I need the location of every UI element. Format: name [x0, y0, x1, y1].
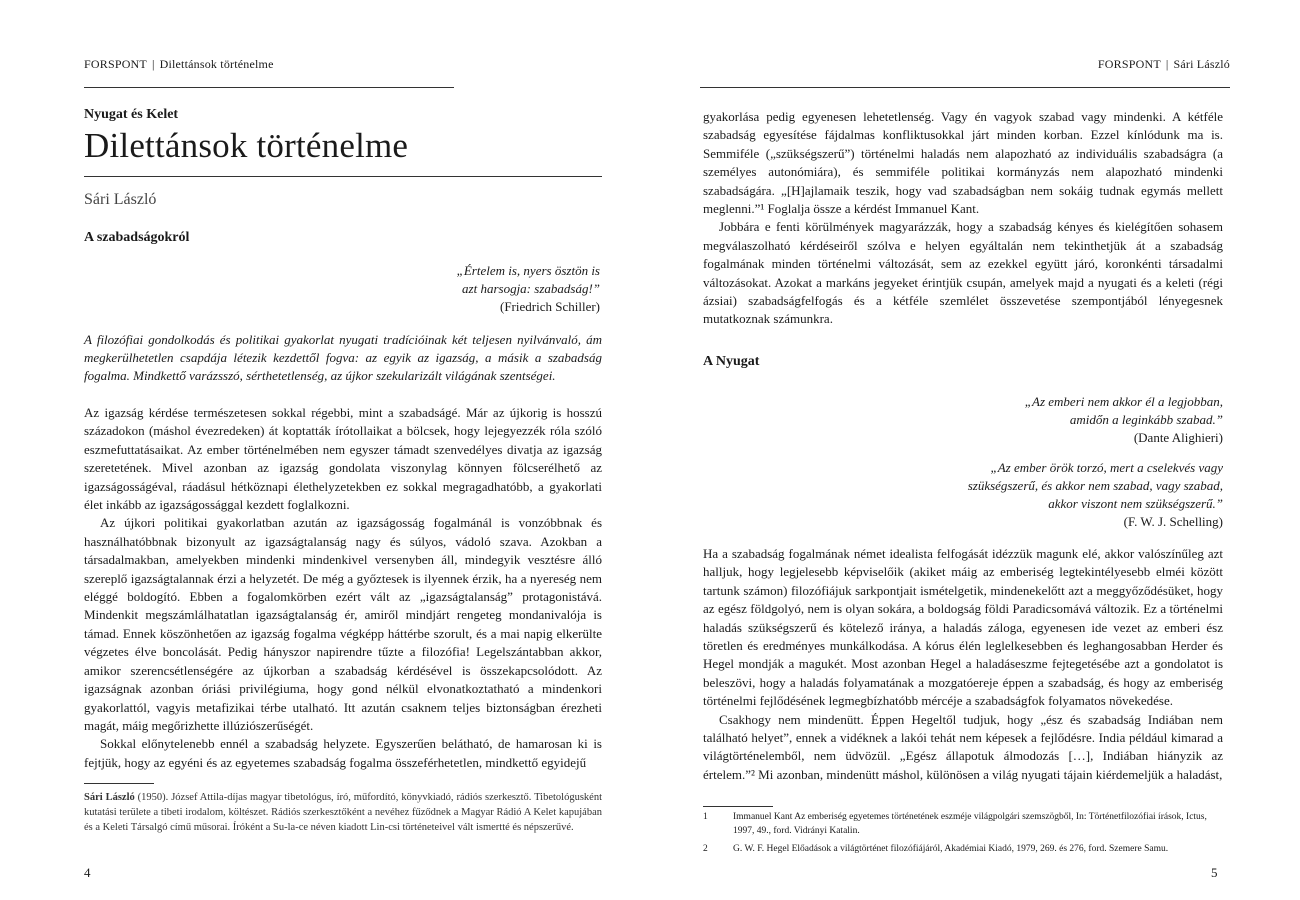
epigraph-quote-line: amidőn a leginkább szabad.” [1069, 412, 1223, 427]
subheading-szabadsagokrol: A szabadságokról [84, 230, 190, 245]
body-paragraph: gyakorlása pedig egyenesen lehetetlenség. Vagy én vagyok szabad vagy mindenki. A kétféle szabadság egyesítése fájdalmas konfliktusokkal járt minden korban. Ezzel kínlódunk ma is. Semmiféle („szükségszerű”) történelmi haladás nem alapozható az individuális szabadságra (a személyes autonómiára), és semmiféle politikai kormányzás nem alapozható mindenki szabadságára. „[H]ajlamaik teszik, hogy vad szabadságban nem sokáig tudnak egymás mellett meglenni.”¹ Foglalja össze a kérdést Immanuel Kant. [703, 109, 1223, 217]
article-title: Dilettánsok történelme [84, 126, 409, 165]
header-rule [84, 87, 454, 88]
epigraph-dante [903, 393, 1223, 447]
footnote [703, 842, 1223, 856]
body-paragraph: Jobbára e fenti körülmények magyarázzák, hogy a szabadság kényes és kielégítően sohasem megválaszolható kérdéseiről szólva e helyen egyáltalán nem tekinthetjük át a szabadság fogalmának minden történelmi változását, sem az ezekkel együtt járó, koronkénti társadalmi változásokat. Azokat a markáns jegyeket érintjük csupán, amelyek majd a nyugati és a keleti (régi ázsiai) szabadságfelfogás és a kétféle szemlélet összevetése szempontjából lényegesnek mutatkoznak számunkra. [703, 219, 1223, 327]
epigraph-attribution: (Friedrich Schiller) [500, 299, 600, 314]
epigraph-attribution: (F. W. J. Schelling) [1123, 514, 1223, 529]
journal-name: FORSPONT [84, 57, 147, 71]
author-bio [84, 790, 602, 835]
footnote [703, 810, 1223, 838]
epigraph-quote-line: akkor viszont nem szükségszerű.” [1048, 496, 1223, 511]
header-subtitle: Sári László [1173, 57, 1230, 71]
page-number-right: 5 [1211, 865, 1218, 880]
epigraph-quote-line: „Értelem is, nyers ösztön is [456, 263, 600, 278]
epigraph-quote-line: azt harsogja: szabadság!” [462, 281, 600, 296]
section-label: Nyugat és Kelet [84, 107, 179, 122]
intro-paragraph: A filozófiai gondolkodás és politikai gyakorlat nyugati tradícióinak két teljesen nyilvánvaló, ám megkerülhetetlen csapdája létezik kezdettől fogva: az egyik az igazság, a másik a szabadság fogalma. Mindkettő varázsszó, sérthetetlenség, az újkor szekularizált világának szentségei. [84, 332, 602, 383]
author-name: Sári László [84, 191, 157, 208]
running-header-left [84, 57, 274, 72]
epigraph-schiller [300, 262, 600, 316]
epigraph-quote-line: „Az emberi nem akkor él a legjobban, [1024, 394, 1223, 409]
epigraph-attribution: (Dante Alighieri) [1133, 430, 1223, 445]
footnote-rule [84, 783, 154, 784]
epigraph-schelling [903, 459, 1223, 531]
epigraph-quote-line: szükségszerű, és akkor nem szabad, vagy szabad, [967, 478, 1223, 493]
right-body-text [703, 545, 1223, 784]
footnote-text: G. W. F. Hegel Előadások a világtörténet filozófiájáról, Akadémiai Kiadó, 1979, 269. és 276, ford. Szemere Samu. [733, 844, 1169, 854]
body-paragraph: Az igazság kérdése természetesen sokkal régebbi, mint a szabadságé. Már az újkorig is hosszú századokon (máshol évezredeken) át koptatták írótollaikat a bölcsek, hogy lejegyezzék róla szóló eszmefuttatásaikat. Az ember történelmében nem egyszer támadt szenvedélyes divatja az igazság szeretetének. Mivel azonban az igazság gondolata viszonylag könnyen fölcserélhető az igazságosságéval, ráadásul hétköznapi élethelyzetekben ez sokkal megragadhatóbb, a gyakorlati élet inkább az igazságossággal kezdett foglalkozni. [84, 405, 602, 513]
left-body-text [84, 404, 602, 772]
page-number-left: 4 [84, 865, 91, 880]
bio-name: Sári László [84, 792, 135, 803]
footnote-text: Immanuel Kant Az emberiség egyetemes történetének eszméje világpolgári szemszögből, In: Történetfilozófiai írások, Ictus, 1997, 49., ford. Vidrányi Katalin. [733, 812, 1207, 836]
right-top-text [703, 108, 1223, 329]
header-rule [700, 87, 1230, 88]
body-paragraph: Ha a szabadság fogalmának német idealista felfogását idézzük magunk elé, akkor valószínűleg azt halljuk, hogy legjelesebb képviselőik (akiket máig az emberiség legtekintélyesebb elméi között tartunk számon) filozófiájuk sarkpontjait ismételgetik, mindenekelőtt azt a meggyőződésüket, hogy az egész földgolyó, nem is olyan sokára, a boldogság földi Paradicsomává változik. Ez a történelmi haladás szükségszerű és kötelező iránya, a haladás záloga, egyenesen ide vezet az emberi ész töretlen és eredményes munkálkodása. A kórus élén leglelkesebben és leghangosabban Herder és Hegel mondják a magukét. Most azonban Hegel a haladáseszme fejtegetésébe azt a gondolatot is beleszövi, hogy a haladás folyamatának a mozgatóereje éppen a szabadság, és hogy az emberiség történelmi fejlődésének legmegbízhatóbb mércéje a szabadságfok folyamatos növekedése. [703, 546, 1223, 709]
header-subtitle: Dilettánsok történelme [159, 57, 274, 71]
header-separator: | [1165, 57, 1169, 71]
body-paragraph: Csakhogy nem mindenütt. Éppen Hegeltől tudjuk, hogy „ész és szabadság Indiában nem található helyet”, ennek a vidéknek a lakói tehát nem képesek a fejlődésre. India például kimarad a világtörténelemből, nem üdvözül. „Egész állapotuk álmodozás […], Indiában hiányzik az értelem.”² Mi azonban, mindenütt máshol, különösen a világ nyugati tájain kiérdemeljük a haladást, [703, 711, 1223, 782]
epigraph-quote-line: „Az ember örök torzó, mert a cselekvés vagy [990, 460, 1223, 475]
running-header-right [1098, 57, 1230, 72]
journal-name: FORSPONT [1097, 57, 1161, 71]
title-rule [84, 176, 602, 177]
footnote-number: 2 [703, 844, 708, 854]
footnotes [703, 810, 1223, 860]
footnote-number: 1 [703, 812, 708, 822]
body-paragraph: Az újkori politikai gyakorlatban azután az igazságosság fogalmánál is vonzóbbnak és használhatóbbnak bizonyult az igazságtalanság nagy és súlyos, vádoló szava. Azokban a társadalmakban, amelyekben mindenki mindenkivel versenyben áll, mindegyik vesztésre álló szereplő igazságtalannak érzi a helyzetét. De még a győztesek is ilyennek érzik, ha a nyereség nem eléggé boldogító. Ebben a fogalomkörben ezért vált az „igazságtalanság” protagonistává. Mindenkit megszámlálhatatlan igazságtalanság ér, amiről mindjárt rengeteg mondanivalója is támad. Ennek köszönhetően az igazság fogalma végképp háttérbe szorult, és a mai napig elkerülte végzetes élve boncolását. Pedig hányszor napirendre tűzte a filozófia! Legelszántabban akkor, amikor szerencsétlenségére az újkorban a szabadság kérdésével is összekapcsolódott. Az igazságnak azonban óriási privilégiuma, hogy gond nélkül elvonatkoztatható a mindenkori gyakorlattól, vagyis metafizikai térbe utalható. Itt azután csaknem teljes biztonságban érezheti magát, máig megőrizhette illúziószerűségét. [84, 515, 602, 733]
header-separator: | [151, 57, 155, 71]
body-paragraph: Sokkal előnytelenebb ennél a szabadság helyzete. Egyszerűen belátható, de hamarosan ki is fejtjük, hogy az egyéni és az egyetemes szabadság fogalma összeférhetetlen, mindkettő egyidejű [84, 736, 602, 770]
subheading-nyugat: A Nyugat [703, 354, 760, 369]
footnote-rule [703, 806, 773, 807]
bio-text: (1950). József Attila-díjas magyar tibetológus, író, műfordító, könyvkiadó, rádiós szerkesztő. Tibetológusként kutatási területe a tibeti irodalom, költészet. Rádiós szerkesztőként a nevéhez fűződnek a Magyar Rádió A Kelet kapujában és a Keleti Társalgó című műsorai. Íróként a Su-la-ce néven kiadott Lin-csi történeteivel vált ismertté és népszerűvé. [84, 792, 602, 833]
